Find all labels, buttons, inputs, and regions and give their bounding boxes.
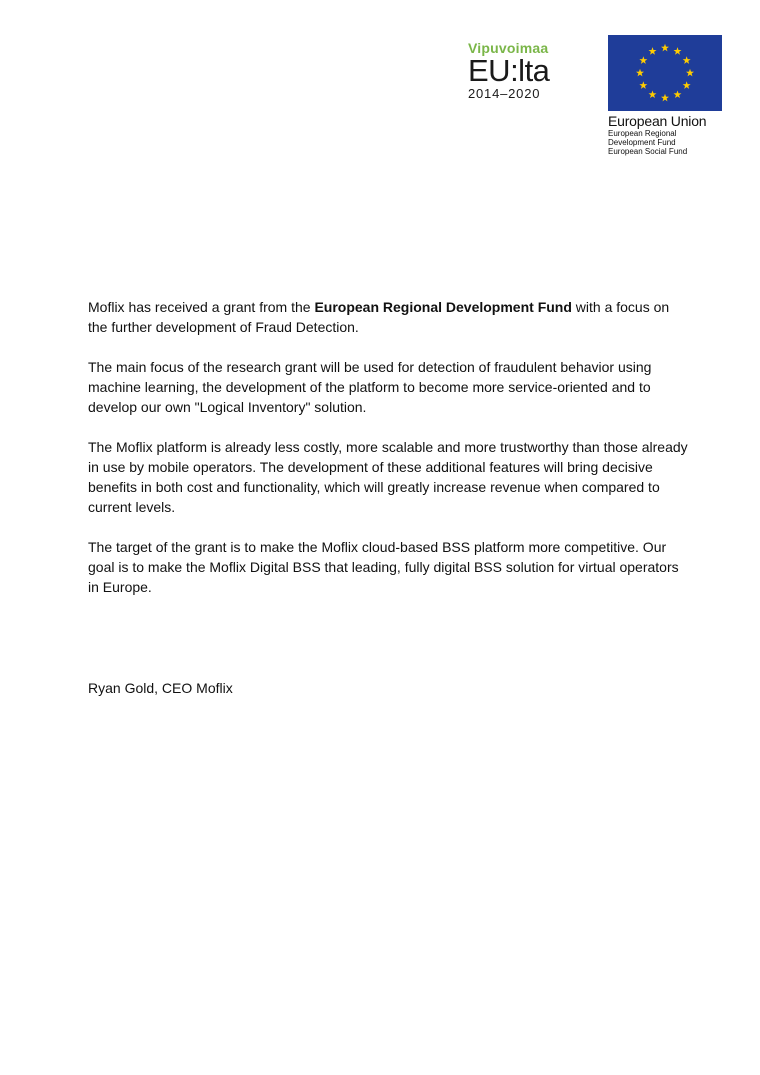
vipuvoimaa-logo-line1: Vipuvoimaa bbox=[468, 40, 549, 56]
eu-fund-line1: European Regional bbox=[608, 129, 677, 138]
eu-fund-line2: Development Fund bbox=[608, 138, 676, 147]
paragraph-1 bbox=[88, 297, 688, 337]
signature: Ryan Gold, CEO Moflix bbox=[88, 680, 233, 696]
paragraph-1-start: Moflix has received a grant from the bbox=[88, 299, 315, 315]
fund-name-bold: European Regional Development Fund bbox=[314, 299, 572, 315]
paragraph-4: The target of the grant is to make the Moflix cloud-based BSS platform more competitive. Our goal is to make the Moflix Digital BSS that leading, fully digital BSS solution for virtual operators in Europe. bbox=[88, 539, 679, 595]
eu-name: European Union bbox=[608, 113, 707, 129]
vipuvoimaa-logo bbox=[468, 40, 568, 101]
paragraph-1-end: with a focus on the further development of Fraud Detection. bbox=[88, 299, 670, 335]
vipuvoimaa-logo-line2: EU:lta bbox=[468, 53, 550, 88]
eu-fund-line3: European Social Fund bbox=[608, 147, 688, 156]
paragraph-3: The Moflix platform is already less costly, more scalable and more trustworthy than those already in use by mobile operators. The development of these additional features will bring decisive benefits in both cost and functionality, which will greatly increase revenue when compared to current levels. bbox=[88, 439, 688, 515]
eu-flag-icon bbox=[608, 35, 722, 111]
vipuvoimaa-logo-line3: 2014–2020 bbox=[468, 86, 541, 101]
letter-body bbox=[88, 297, 688, 617]
eu-logo bbox=[608, 35, 728, 156]
paragraph-2: The main focus of the research grant will be used for detection of fraudulent behavior using machine learning, the development of the platform to become more service-oriented and to develop our own "Logical Inventory" solution. bbox=[88, 359, 652, 415]
